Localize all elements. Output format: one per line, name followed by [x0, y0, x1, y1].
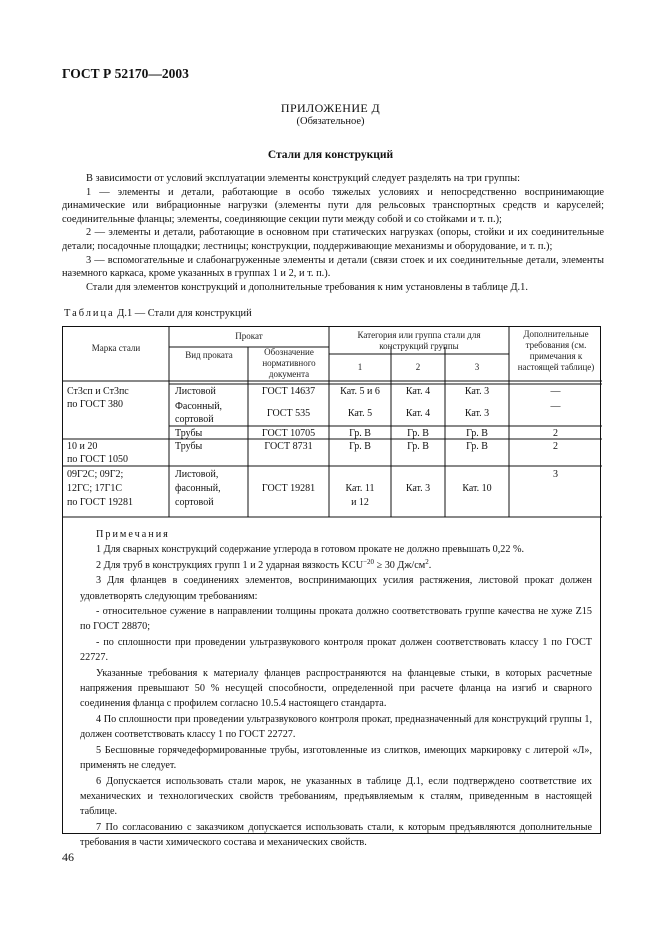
section-title: Стали для конструкций [267, 149, 394, 161]
note-2-text: 2 Для труб в конструкциях групп 1 и 2 ударная вязкость KCU [96, 559, 364, 571]
header-type: Вид проката [185, 350, 233, 360]
cell-type: фасонный, [175, 483, 221, 494]
note-2-superscript: −20 [363, 557, 375, 566]
note-5: 5 Бесшовные горячедеформированные трубы, изготовленные из слитков, имеющих маркировку с литерой «Л», применять не следует. [80, 744, 592, 772]
appendix-title: ПРИЛОЖЕНИЕ Д [280, 101, 381, 115]
note-3: 3 Для фланцев в соединениях элементов, воспринимающих усилия растяжения, листовой прокат должен удовлетворять следующим требованиям: [80, 575, 592, 602]
cell-grade: 12ГС; 17Г1С [67, 483, 123, 494]
cell-g1: Гр. В [349, 428, 371, 439]
table-caption-label: Таблица [64, 308, 115, 319]
cell-g2: Гр. В [407, 441, 429, 452]
cell-grade: Ст3сп и Ст3пс [67, 386, 129, 397]
cell-g2: Кат. 3 [405, 483, 431, 494]
table-caption-title: Д.1 — Стали для конструкций [117, 308, 252, 319]
cell-grade: по ГОСТ 380 [67, 399, 124, 410]
cell-g1: Кат. 11 [345, 483, 375, 494]
cell-doc: ГОСТ 8731 [264, 441, 313, 452]
cell-doc: ГОСТ 10705 [261, 428, 316, 439]
cell-doc: ГОСТ 535 [266, 408, 311, 419]
header-category: Категория или группа стали для конструкций группы [357, 330, 481, 351]
page-number: 46 [62, 850, 74, 864]
cell-doc: ГОСТ 19281 [261, 483, 316, 494]
table-notes [80, 527, 592, 851]
cell-g3: Гр. В [466, 441, 488, 452]
intro-paragraph: 1 — элементы и детали, работающие в особо тяжелых условиях и непосредственно воспринимающие динамические или вибрационные нагрузки (элементы пути для рельсовых транспортных средств и каруселей; соединительные фланцы; элементы, соединяющие секции пути между собой и со стойками и т. п.); [62, 186, 604, 225]
note-2-end: . [428, 559, 432, 571]
table-caption [64, 308, 252, 319]
header-extra: Дополнительные требования (см. примечания к настоящей таблице) [517, 329, 595, 372]
note-3b: - по сплошности при проведении ультразвукового контроля прокат должен соответствовать классу 1 по ГОСТ 22727. [80, 636, 592, 664]
cell-g1: Гр. В [349, 441, 371, 452]
cell-g3: Кат. 3 [464, 386, 490, 397]
cell-g1: и 12 [351, 497, 369, 508]
cell-doc: ГОСТ 14637 [261, 386, 316, 397]
cell-extra: — [550, 401, 561, 412]
note-3a: - относительное сужение в направлении толщины проката должно соответствовать группе качества не хуже Z15 по ГОСТ 28870; [80, 606, 592, 633]
intro-paragraph: 3 — вспомогательные и слабонагруженные элементы и детали (связи стоек и их соединительные детали, элементы наземного каркаса, кроме указанных в группах 1 и 2, и т. п.). [62, 254, 604, 280]
cell-type: Фасонный, [175, 401, 223, 412]
appendix-subtitle: (Обязательное) [296, 116, 365, 127]
cell-type: Листовой [175, 386, 216, 397]
note-2-value: ≥ 30 Дж/см [376, 559, 426, 571]
note-1: 1 Для сварных конструкций содержание углерода в готовом прокате не должно превышать 0,22 %. [96, 544, 525, 556]
intro-paragraph: 2 — элементы и детали, работающие в основном при статических нагрузках (опоры, стойки и их соединительные детали; посадочные площадки; лестницы; конструкции, поддерживающие механизмы и оборудование, и т. п.); [62, 227, 604, 252]
cell-extra: — [550, 386, 561, 397]
cell-g3: Кат. 3 [464, 408, 490, 419]
cell-extra: 2 [553, 428, 558, 439]
header-rolled: Прокат [235, 331, 263, 341]
cell-g1: Кат. 5 [347, 408, 373, 419]
document-header: ГОСТ Р 52170—2003 [62, 66, 189, 81]
cell-g2: Кат. 4 [405, 408, 431, 419]
header-group-2: 2 [415, 362, 421, 372]
cell-grade: по ГОСТ 19281 [67, 497, 134, 508]
note-2 [80, 558, 592, 573]
header-group-1: 1 [357, 362, 363, 372]
cell-grade: по ГОСТ 1050 [67, 454, 129, 465]
header-doc: Обозначение нормативного документа [262, 347, 316, 379]
cell-g1: Кат. 5 и 6 [340, 386, 380, 397]
cell-g2: Кат. 4 [405, 386, 431, 397]
note-2-unit-exponent: 2 [425, 557, 429, 566]
cell-extra: 2 [553, 441, 558, 452]
note-6: 6 Допускается использовать стали марок, не указанных в таблице Д.1, если подтверждено соответствие их механических и технологических свойств требованиям, предъявляемым к сталям, приведенным в настоящей таблице. [80, 775, 592, 818]
cell-g3: Гр. В [466, 428, 488, 439]
cell-type: сортовой [175, 414, 214, 425]
note-3c: Указанные требования к материалу фланцев распространяются на фланцевые стыки, в которых расчетные напряжения превышают 50 % несущей способности, определенной при расчете фланца на изгиб и сварного соединения фланца с профилем согласно 10.5.4 настоящего стандарта. [80, 667, 592, 710]
intro-paragraph: В зависимости от условий эксплуатации элементы конструкций следует разделять на три группы: [86, 173, 521, 184]
cell-grade: 09Г2С; 09Г2; [67, 469, 124, 480]
cell-g3: Кат. 10 [462, 483, 492, 494]
intro-paragraph: Стали для элементов конструкций и дополнительные требования к ним установлены в таблице Д.1. [86, 281, 528, 293]
header-grade: Марка стали [91, 343, 141, 353]
note-7: 7 По согласованию с заказчиком допускается использовать стали, к которым предъявляются дополнительные требования в части химического состава и механических свойств. [80, 821, 592, 849]
note-4: 4 По сплошности при проведении ультразвукового контроля прокат, предназначенный для конструкций группы 1, должен соответствовать классу 1 по ГОСТ 22727. [80, 713, 592, 741]
cell-type: Трубы [175, 428, 203, 439]
cell-grade: 10 и 20 [67, 441, 98, 452]
intro-text [62, 172, 604, 294]
cell-type: Листовой, [175, 469, 219, 480]
header-group-3: 3 [474, 362, 480, 372]
cell-type: сортовой [175, 497, 214, 508]
cell-extra: 3 [553, 469, 558, 480]
cell-g2: Гр. В [407, 428, 429, 439]
cell-type: Трубы [175, 441, 203, 452]
notes-title: Примечания [96, 529, 170, 540]
